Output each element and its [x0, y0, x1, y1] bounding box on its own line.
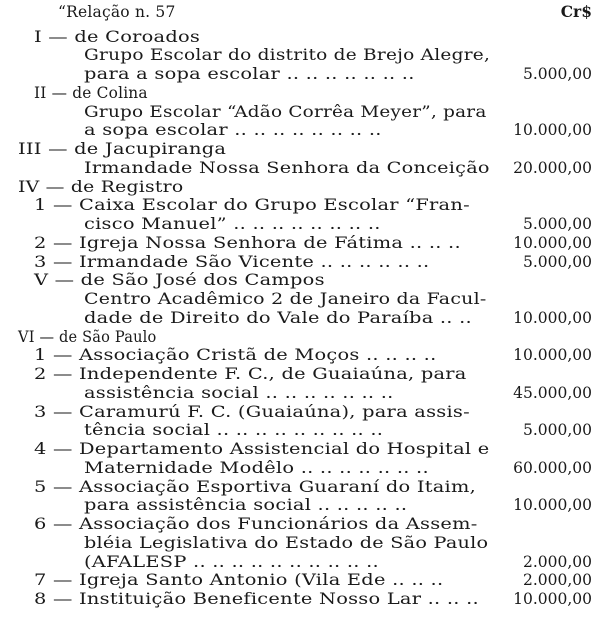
entry-line: para a sopa escolar .. .. .. .. .. .. ..	[84, 65, 415, 83]
entry-amount: 10.000,00	[513, 496, 592, 515]
entry-line: 5 — Associação Esportiva Guaraní do Itaim,	[34, 477, 477, 496]
entry-line: V — de São José dos Campos	[34, 271, 325, 290]
entry-line: 4 — Departamento Assistencial do Hospital e	[34, 440, 490, 458]
entry-line: 3 — Irmandade São Vicente .. .. .. .. .. ..	[34, 252, 430, 271]
entry-line: Grupo Escolar “Adão Corrêa Meyer”, para	[84, 102, 487, 121]
entry-line: Maternidade Modêlo .. .. .. .. .. .. ..	[84, 458, 429, 477]
entry-amount: 10.000,00	[513, 590, 592, 608]
document-heading: “Relação n. 57	[58, 3, 176, 21]
entry-line: III — de Jacupiranga	[18, 140, 227, 158]
entry-line: para assistência social .. .. .. .. ..	[84, 496, 408, 515]
entry-amount: 20.000,00	[513, 158, 592, 177]
entry-line: assistência social .. .. .. .. .. .. ..	[84, 383, 394, 402]
entry-line: Centro Acadêmico 2 de Janeiro da Facul-	[84, 290, 487, 308]
entry-line: Grupo Escolar do distrito de Brejo Alegre,	[84, 46, 491, 65]
entry-amount: 5.000,00	[522, 215, 592, 233]
entry-amount: 10.000,00	[513, 346, 592, 365]
entry-line: 2 — Independente F. C., de Guaiaúna, para	[34, 365, 467, 383]
entry-amount: 5.000,00	[522, 421, 592, 440]
entry-line: Irmandade Nossa Senhora da Conceição	[84, 158, 490, 177]
entry-line: (AFALESP .. .. .. .. .. .. .. .. .. ..	[84, 552, 379, 571]
entry-line: tência social .. .. .. .. .. .. .. .. ..	[84, 421, 384, 440]
entry-line: 1 — Associação Cristã de Moços .. .. .. ..	[34, 346, 437, 365]
entry-line: 8 — Instituição Beneficente Nosso Lar .. .. ..	[34, 590, 479, 608]
entry-line: VI — de São Paulo	[18, 327, 157, 346]
entry-line: 1 — Caixa Escolar do Grupo Escolar “Fran-	[34, 196, 470, 215]
entry-line: bléia Legislativa do Estado de São Paulo	[84, 533, 489, 552]
entry-line: II — de Colina	[34, 83, 148, 102]
entry-amount: 2.000,00	[522, 571, 592, 590]
entry-amount: 10.000,00	[513, 308, 592, 327]
currency-header: Cr$	[560, 2, 592, 21]
entry-line: dade de Direito do Vale do Paraíba .. ..	[84, 308, 472, 327]
entry-amount: 60.000,00	[513, 458, 592, 477]
entry-line: 7 — Igreja Santo Antonio (Vila Ede .. .. ..	[34, 571, 444, 590]
entry-line: IV — de Registro	[18, 177, 184, 196]
entry-amount: 5.000,00	[522, 252, 592, 271]
entry-amount: 5.000,00	[522, 65, 592, 83]
entry-line: 3 — Caramurú F. C. (Guaiaúna), para assis-	[34, 402, 470, 421]
entry-line: I — de Coroados	[34, 27, 201, 46]
entry-amount: 10.000,00	[513, 121, 592, 140]
entry-line: 2 — Igreja Nossa Senhora de Fátima .. .. ..	[34, 233, 461, 252]
entry-amount: 2.000,00	[522, 552, 592, 571]
entry-amount: 10.000,00	[513, 233, 592, 252]
entry-line: a sopa escolar .. .. .. .. .. .. .. ..	[84, 121, 382, 140]
entry-line: cisco Manuel” .. .. .. .. .. .. .. ..	[84, 215, 381, 233]
entry-amount: 45.000,00	[513, 383, 592, 402]
entry-line: 6 — Associação dos Funcionários da Assem-	[34, 515, 478, 533]
